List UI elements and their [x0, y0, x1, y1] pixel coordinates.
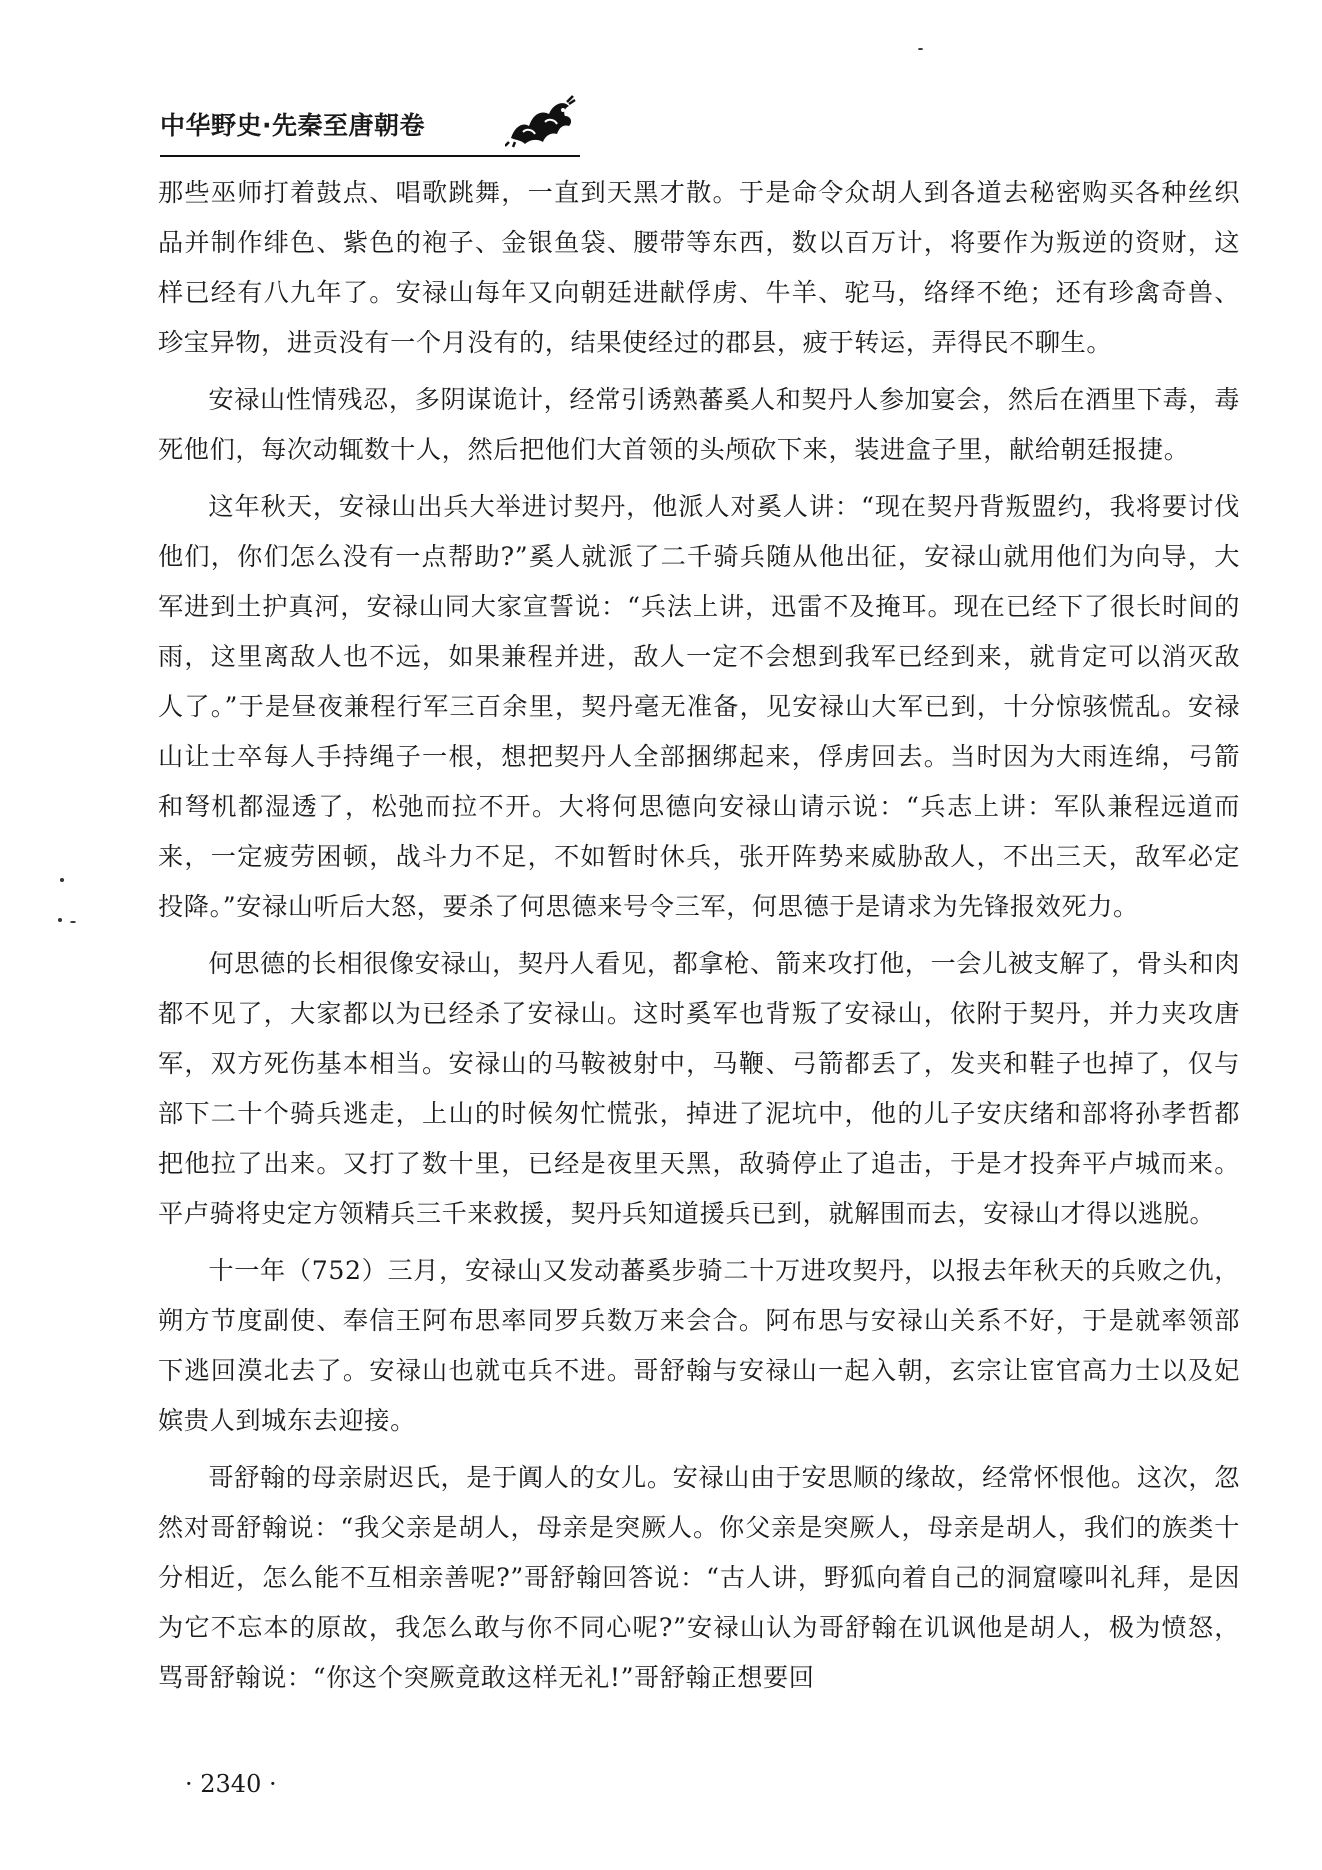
paragraph: 十一年（752）三月，安禄山又发动蕃奚步骑二十万进攻契丹，以报去年秋天的兵败之仇，朔方节度副使、奉信王阿布思率同罗兵数万来会合。阿布思与安禄山关系不好，于是就率领部下逃回漠北去了。安禄山也就屯兵不进。哥舒翰与安禄山一起入朝，玄宗让宦官高力士以及妃嫔贵人到城东去迎接。	[158, 1256, 1240, 1435]
paragraph: 安禄山性情残忍，多阴谋诡计，经常引诱熟蕃奚人和契丹人参加宴会，然后在酒里下毒，毒死他们，每次动辄数十人，然后把他们大首领的头颅砍下来，装进盒子里，献给朝廷报捷。	[158, 385, 1240, 464]
paragraph: 何思德的长相很像安禄山，契丹人看见，都拿枪、箭来攻打他，一会儿被支解了，骨头和肉都不见了，大家都以为已经杀了安禄山。这时奚军也背叛了安禄山，依附于契丹，并力夹攻唐军，双方死伤基本相当。安禄山的马鞍被射中，马鞭、弓箭都丢了，发夹和鞋子也掉了，仅与部下二十个骑兵逃走，上山的时候匆忙慌张，掉进了泥坑中，他的儿子安庆绪和部将孙孝哲都把他拉了出来。又打了数十里，已经是夜里天黑，敌骑停止了追击，于是才投奔平卢城而来。平卢骑将史定方领精兵三千来救援，契丹兵知道援兵已到，就解围而去，安禄山才得以逃脱。	[158, 949, 1240, 1228]
paragraph: 哥舒翰的母亲尉迟氏，是于阗人的女儿。安禄山由于安思顺的缘故，经常怀恨他。这次，忽然对哥舒翰说：“我父亲是胡人，母亲是突厥人。你父亲是突厥人，母亲是胡人，我们的族类十分相近，怎么能不互相亲善呢?”哥舒翰回答说：“古人讲，野狐向着自己的洞窟嚎叫礼拜，是因为它不忘本的原故，我怎么敢与你不同心呢?”安禄山认为哥舒翰在讥讽他是胡人，极为愤怒，骂哥舒翰说：“你这个突厥竟敢这样无礼!”哥舒翰正想要回	[158, 1463, 1240, 1692]
paragraph: 那些巫师打着鼓点、唱歌跳舞，一直到天黑才散。于是命令众胡人到各道去秘密购买各种丝织品并制作绯色、紫色的袍子、金银鱼袋、腰带等东西，数以百万计，将要作为叛逆的资财，这样已经有八九年了。安禄山每年又向朝廷进献俘虏、牛羊、驼马，络绎不绝；还有珍禽奇兽、珍宝异物，进贡没有一个月没有的，结果使经过的郡县，疲于转运，弄得民不聊生。	[158, 178, 1240, 357]
scan-speck	[60, 878, 64, 882]
scan-speck	[918, 48, 923, 50]
paragraph: 这年秋天，安禄山出兵大举进讨契丹，他派人对奚人讲：“现在契丹背叛盟约，我将要讨伐他们，你们怎么没有一点帮助?”奚人就派了二千骑兵随从他出征，安禄山就用他们为向导，大军进到土护真河，安禄山同大家宣誓说：“兵法上讲，迅雷不及掩耳。现在已经下了很长时间的雨，这里离敌人也不远，如果兼程并进，敌人一定不会想到我军已经到来，就肯定可以消灭敌人了。”于是昼夜兼程行军三百余里，契丹毫无准备，见安禄山大军已到，十分惊骇慌乱。安禄山让士卒每人手持绳子一根，想把契丹人全部捆绑起来，俘虏回去。当时因为大雨连绵，弓箭和弩机都湿透了，松弛而拉不开。大将何思德向安禄山请示说：“兵志上讲：军队兼程远道而来，一定疲劳困顿，战斗力不足，不如暂时休兵，张开阵势来威胁敌人，不出三天，敌军必定投降。”安禄山听后大怒，要杀了何思德来号令三军，何思德于是请求为先锋报效死力。	[158, 492, 1240, 921]
body-text	[158, 168, 1240, 1703]
scan-speck	[58, 918, 62, 922]
header-rule	[160, 155, 580, 157]
dragon-icon	[505, 92, 577, 148]
page-number: · 2340 ·	[185, 1770, 277, 1798]
scan-speck	[70, 921, 76, 923]
running-header	[160, 96, 580, 156]
book-title: 中华野史·先秦至唐朝卷	[160, 111, 425, 140]
